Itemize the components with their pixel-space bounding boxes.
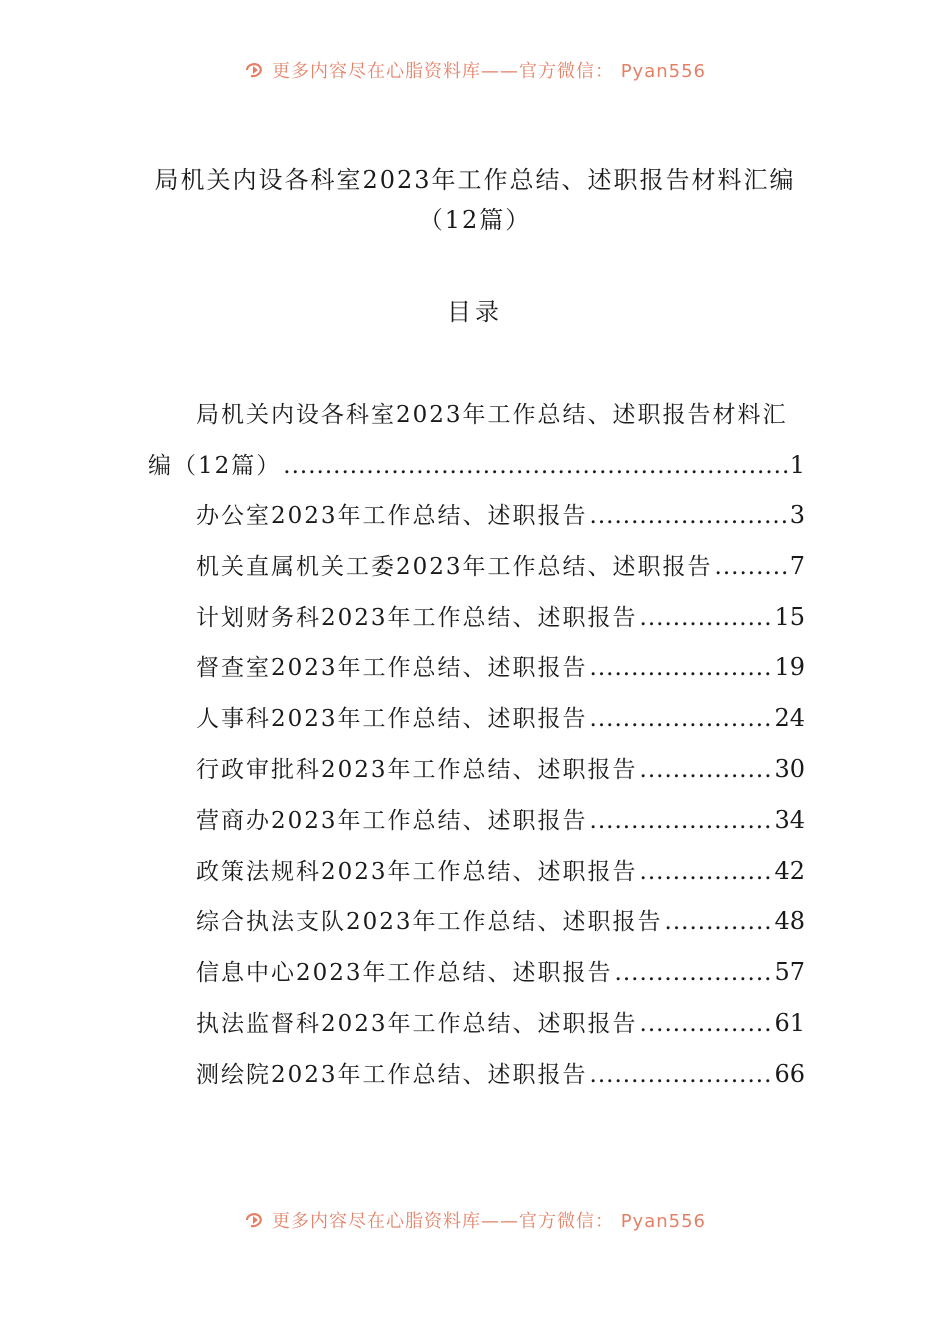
toc-entry-page: 15 [774, 602, 805, 631]
toc-leader-dots [590, 797, 773, 847]
toc-leader-dots [640, 594, 773, 644]
toc-entry[interactable] [148, 897, 805, 948]
toc-entry[interactable] [148, 999, 805, 1050]
toc-entry-label: 督查室2023年工作总结、述职报告 [196, 655, 588, 682]
toc-leader-dots [665, 898, 773, 948]
toc-entry-page: 42 [774, 856, 805, 885]
toc-entry[interactable] [148, 593, 805, 644]
toc-leader-dots [715, 543, 788, 593]
toc-entry-page: 61 [774, 1008, 805, 1037]
toc-leader-dots [640, 1000, 773, 1050]
header-watermark [0, 58, 950, 82]
toc-entry-page: 7 [789, 551, 805, 580]
toc-entry-label: 人事科2023年工作总结、述职报告 [196, 706, 588, 733]
toc-entry-page: 1 [789, 451, 805, 479]
watermark-logo-icon [244, 1211, 266, 1229]
document-title-line2: （12篇） [418, 206, 532, 234]
watermark-text: 更多内容尽在心脂资料库——官方微信： Pyan556 [271, 1211, 707, 1232]
toc-entry-page: 48 [774, 907, 805, 936]
table-of-contents [148, 390, 805, 1101]
toc-entry[interactable] [148, 694, 805, 745]
toc-entry-label: 办公室2023年工作总结、述职报告 [196, 503, 588, 529]
toc-leader-dots [590, 492, 788, 542]
toc-entry-label-line1: 局机关内设各科室2023年工作总结、述职报告材料汇 [196, 402, 788, 428]
toc-entry-label: 政策法规科2023年工作总结、述职报告 [196, 858, 638, 885]
toc-entry-page: 3 [789, 501, 805, 529]
toc-leader-dots [640, 848, 773, 898]
toc-entry-label-line2: 编（12篇） [148, 453, 282, 479]
footer-watermark [0, 1208, 950, 1232]
toc-entry[interactable] [148, 948, 805, 999]
toc-leader-dots [590, 1051, 773, 1101]
toc-entry-page: 19 [774, 653, 805, 682]
document-title-line1: 局机关内设各科室2023年工作总结、述职报告材料汇编 [154, 166, 796, 194]
watermark-logo-icon [244, 61, 266, 79]
toc-leader-dots [590, 644, 773, 694]
toc-entry-label: 执法监督科2023年工作总结、述职报告 [196, 1010, 638, 1037]
toc-leader-dots [640, 746, 773, 796]
toc-entry-page: 30 [774, 754, 805, 783]
toc-entry[interactable] [148, 1050, 805, 1101]
toc-entry-label: 测绘院2023年工作总结、述职报告 [196, 1061, 588, 1088]
toc-entry[interactable] [148, 491, 805, 542]
watermark-text: 更多内容尽在心脂资料库——官方微信： Pyan556 [271, 61, 707, 82]
toc-entry-label: 信息中心2023年工作总结、述职报告 [196, 960, 613, 987]
toc-entry[interactable] [148, 796, 805, 847]
toc-entry-page: 34 [774, 805, 805, 834]
toc-entry-label: 营商办2023年工作总结、述职报告 [196, 807, 588, 834]
toc-entry[interactable] [148, 847, 805, 898]
toc-leader-dots [590, 695, 773, 745]
toc-entry[interactable] [148, 745, 805, 796]
toc-entry-page: 57 [774, 958, 805, 987]
toc-entry-label: 机关直属机关工委2023年工作总结、述职报告 [196, 553, 713, 580]
toc-entry[interactable] [148, 643, 805, 694]
toc-leader-dots [283, 441, 787, 491]
toc-entry[interactable] [148, 542, 805, 593]
toc-entry-label: 行政审批科2023年工作总结、述职报告 [196, 756, 638, 783]
toc-entry-label: 计划财务科2023年工作总结、述职报告 [196, 604, 638, 631]
toc-entry-page: 24 [774, 704, 805, 733]
document-title [0, 160, 950, 240]
toc-entry-compilation[interactable] [148, 390, 805, 491]
toc-entry-page: 66 [774, 1059, 805, 1088]
toc-entry-label: 综合执法支队2023年工作总结、述职报告 [196, 909, 663, 936]
toc-leader-dots [615, 949, 773, 999]
toc-heading: 目录 [447, 298, 503, 326]
